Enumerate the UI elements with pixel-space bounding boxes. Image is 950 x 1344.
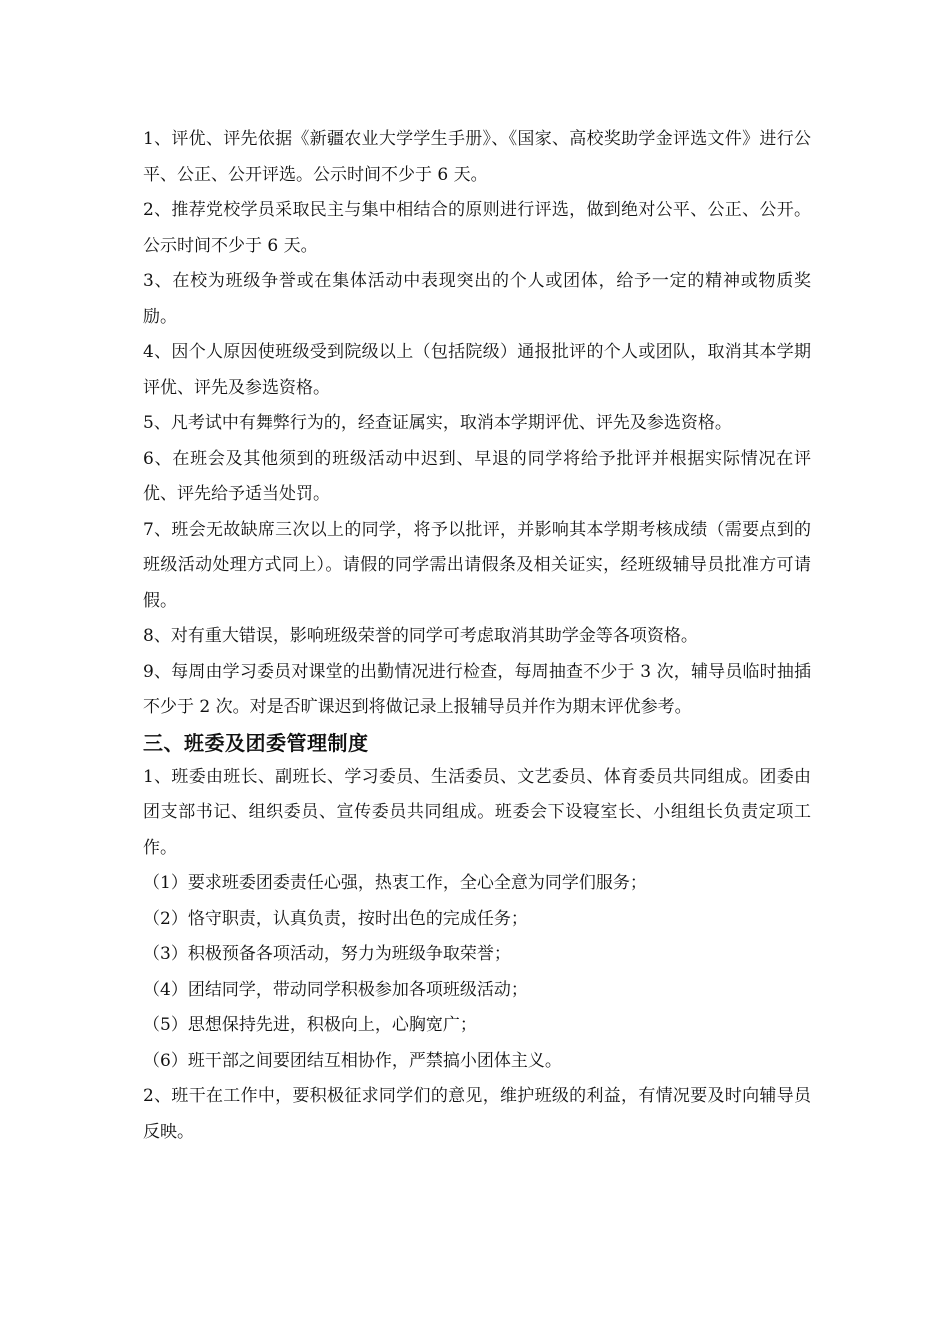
evaluation-rule-9: 9、每周由学习委员对课堂的出勤情况进行检查，每周抽查不少于 3 次，辅导员临时抽插不少于 2 次。对是否旷课迟到将做记录上报辅导员并作为期末评优参考。 [143,661,811,717]
committee-subitem-5: （5）思想保持先进，积极向上，心胸宽广； [143,1015,477,1035]
evaluation-rule-3: 3、在校为班级争誉或在集体活动中表现突出的个人或团体，给予一定的精神或物质奖励。 [143,271,811,327]
evaluation-rule-4: 4、因个人原因使班级受到院级以上（包括院级）通报批评的个人或团队，取消其本学期评优、评先及参选资格。 [143,342,811,398]
committee-subitem-6: （6）班干部之间要团结互相协作，严禁搞小团体主义。 [143,1050,562,1071]
evaluation-rule-2: 2、推荐党校学员采取民主与集中相结合的原则进行评选，做到绝对公平、公正、公开。公示时间不少于 6 天。 [143,200,811,256]
evaluation-rule-5: 5、凡考试中有舞弊行为的，经查证属实，取消本学期评优、评先及参选资格。 [143,413,732,433]
evaluation-rule-8: 8、对有重大错误，影响班级荣誉的同学可考虑取消其助学金等各项资格。 [143,626,698,646]
committee-subitem-3: （3）积极预备各项活动，努力为班级争取荣誉； [143,944,511,964]
committee-rule-2: 2、班干在工作中，要积极征求同学们的意见，维护班级的利益，有情况要及时向辅导员反映。 [143,1086,811,1142]
document-body [143,122,811,1150]
committee-subitem-4: （4）团结同学，带动同学积极参加各项班级活动； [143,979,528,1000]
evaluation-rule-1: 1、评优、评先依据《新疆农业大学学生手册》、《国家、高校奖助学金评选文件》进行公平、公正、公开评选。公示时间不少于 6 天。 [143,129,811,185]
section-heading: 三、班委及团委管理制度 [143,730,369,755]
committee-subitem-2: （2）恪守职责，认真负责，按时出色的完成任务； [143,908,528,929]
evaluation-rule-7: 7、班会无故缺席三次以上的同学，将予以批评，并影响其本学期考核成绩（需要点到的班级活动处理方式同上）。请假的同学需出请假条及相关证实，经班级辅导员批准方可请假。 [143,519,811,611]
evaluation-rule-6: 6、在班会及其他须到的班级活动中迟到、早退的同学将给予批评并根据实际情况在评优、评先给予适当处罚。 [143,448,811,504]
committee-subitem-1: （1）要求班委团委责任心强，热衷工作，全心全意为同学们服务； [143,873,647,893]
committee-rule-1: 1、班委由班长、副班长、学习委员、生活委员、文艺委员、体育委员共同组成。团委由团支部书记、组织委员、宣传委员共同组成。班委会下设寝室长、小组组长负责定项工作。 [143,766,811,858]
